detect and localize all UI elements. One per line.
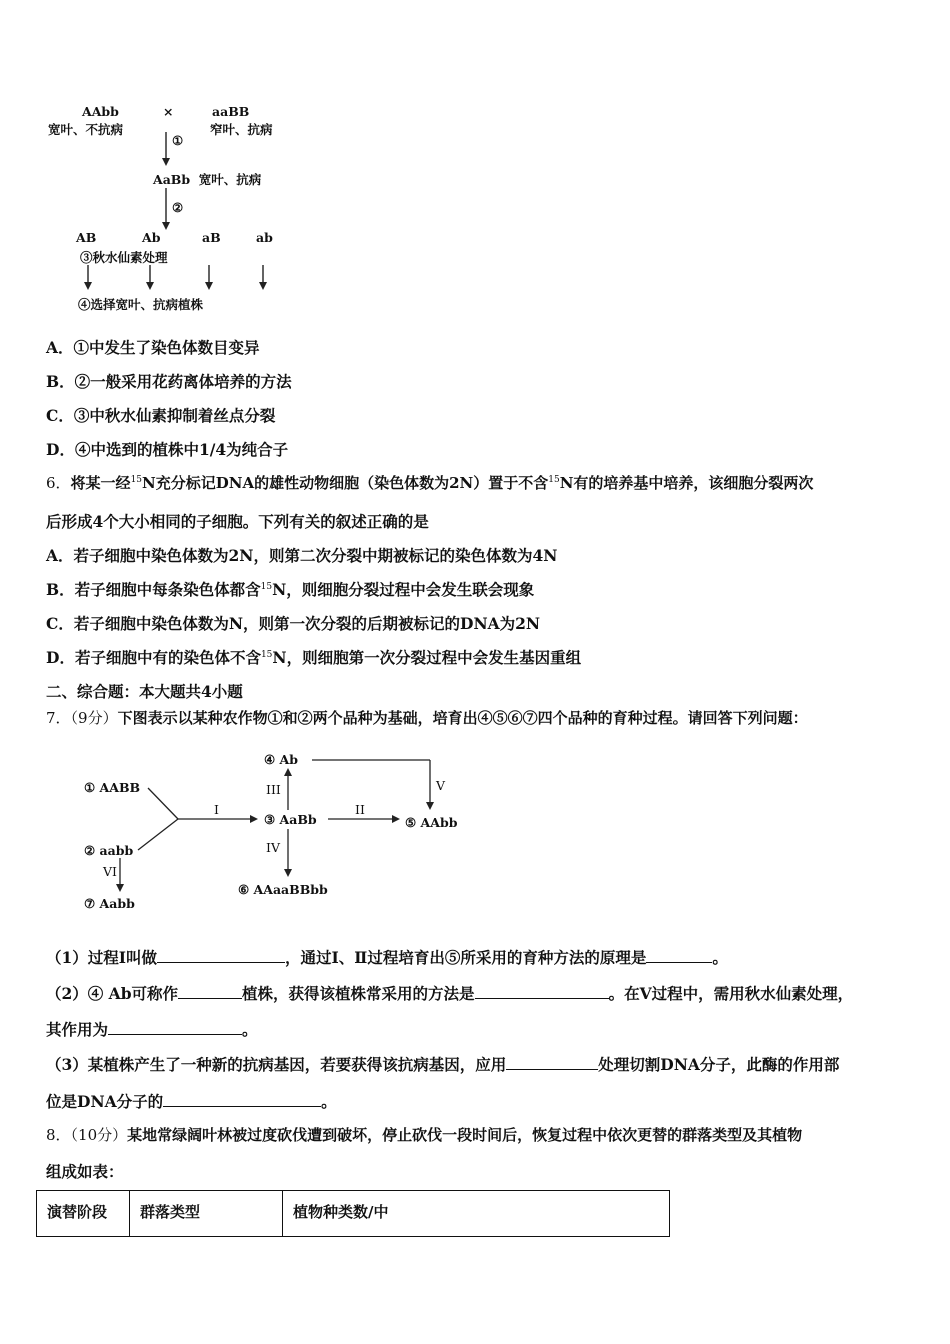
q6-option-a: A．若子细胞中染色体数为2N，则第二次分裂中期被标记的染色体数为4N (46, 546, 558, 565)
gamete-ab-mixed: Ab (142, 230, 161, 245)
header-stage: 演替阶段 (37, 1191, 130, 1237)
parent2-genotype: aaBB (212, 104, 250, 119)
q6-option-c: C．若子细胞中染色体数为N，则第一次分裂的后期被标记的DNA为2N (46, 614, 541, 633)
blank-4[interactable] (475, 983, 609, 999)
parent1-phenotype: 宽叶、不抗病 (48, 122, 124, 137)
q8-stem: 8．（10分）某地常绿阔叶林被过度砍伐遭到破坏，停止砍伐一段时间后，恢复过程中依次更替的群落类型及其植物 (46, 1126, 803, 1144)
gamete-ab-upper: AB (76, 230, 97, 245)
q5-option-c: C．③中秋水仙素抑制着丝点分裂 (46, 406, 276, 425)
gamete-ab-lower: ab (256, 230, 273, 245)
process-vi: VI (103, 864, 117, 879)
q7-sub3-line2: 位是DNA分子的 。 (46, 1092, 337, 1111)
q8-stem-line2: 组成如表： (46, 1162, 124, 1181)
q5-option-b: B．②一般采用花药离体培养的方法 (46, 372, 292, 391)
blank-1[interactable] (157, 947, 285, 963)
node-2: ② aabb (84, 843, 134, 858)
header-species-count: 植物种类数/中 (283, 1191, 670, 1237)
parent2-phenotype: 窄叶、抗病 (210, 122, 273, 137)
step3-label: ③秋水仙素处理 (80, 250, 168, 265)
blank-7[interactable] (163, 1091, 321, 1107)
blank-5[interactable] (108, 1019, 242, 1035)
q6-option-d: D．若子细胞中有的染色体不含$^{15}$N，则细胞第一次分裂过程中会发生基因重组 (46, 648, 582, 667)
node-5: ⑤ AAbb (405, 815, 458, 830)
node-4: ④ Ab (264, 752, 298, 767)
node-3: ③ AaBb (264, 812, 317, 827)
blank-3[interactable] (178, 983, 242, 999)
q7-sub1: （1）过程I叫做 ，通过I、Ⅱ过程培育出⑤所采用的育种方法的原理是 。 (46, 948, 728, 967)
section2-heading: 二、综合题：本大题共4小题 (46, 682, 243, 701)
node-7: ⑦ Aabb (84, 896, 135, 911)
header-community-type: 群落类型 (130, 1191, 283, 1237)
blank-2[interactable] (646, 947, 712, 963)
q5-option-a: A．①中发生了染色体数目变异 (46, 338, 260, 357)
process-iii: III (266, 782, 281, 797)
q7-sub2-line2: 其作用为 。 (46, 1020, 258, 1039)
q6-stem: 6．将某一经$^{15}$N充分标记DNA的雄性动物细胞（染色体数为2N）置于不含$^{15}$N有的培养基中培养，该细胞分裂两次 (46, 474, 814, 492)
q6-stem-line2: 后形成4个大小相同的子细胞。下列有关的叙述正确的是 (46, 512, 429, 531)
process-v: V (436, 778, 446, 793)
q7-sub2: （2）④ Ab可称作 植株，获得该植株常采用的方法是 。在V过程中，需用秋水仙素处理， (46, 984, 854, 1003)
step2-label: ② (172, 200, 184, 215)
blank-6[interactable] (506, 1054, 598, 1070)
node-1: ① AABB (84, 780, 141, 795)
step1-label: ① (172, 133, 184, 148)
process-iv: IV (266, 840, 280, 855)
succession-table (36, 1190, 670, 1237)
f1-label: AaBb 宽叶、抗病 (153, 172, 262, 187)
gamete-ab-lower-upper: aB (202, 230, 221, 245)
q7-sub3: （3）某植株产生了一种新的抗病基因，若要获得该抗病基因，应用 处理切割DNA分子，此酶的作用部 (46, 1055, 840, 1074)
node-6: ⑥ AAaaBBbb (238, 882, 328, 897)
cross-symbol: × (163, 104, 174, 119)
q7-stem: 7．（9分）下图表示以某种农作物①和②两个品种为基础，培育出④⑤⑥⑦四个品种的育种过程。请回答下列问题： (46, 709, 808, 727)
table-header-row (37, 1191, 670, 1237)
step4-label: ④选择宽叶、抗病植株 (78, 297, 204, 312)
breeding-diagram-arrows (0, 0, 500, 920)
parent1-genotype: AAbb (82, 104, 119, 119)
q5-option-d: D．④中选到的植株中1/4为纯合子 (46, 440, 289, 459)
process-i: I (214, 802, 219, 817)
q6-option-b: B．若子细胞中每条染色体都含$^{15}$N，则细胞分裂过程中会发生联会现象 (46, 580, 535, 599)
process-ii: II (355, 802, 365, 817)
